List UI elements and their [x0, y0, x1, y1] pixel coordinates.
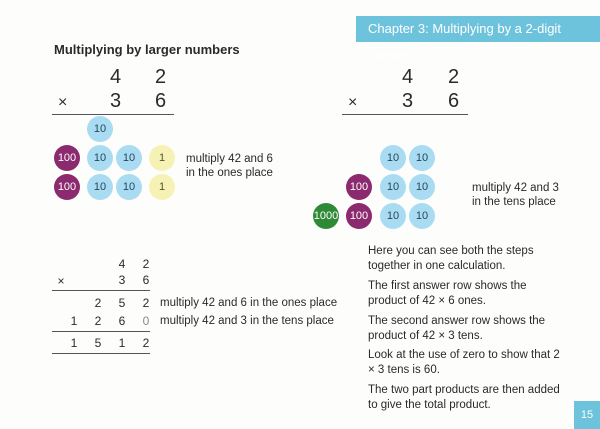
placeholder-zero: 0: [142, 314, 150, 328]
digit: 2: [94, 296, 102, 310]
left-note: [186, 152, 273, 180]
times-sign: ×: [58, 94, 68, 111]
note-line: in the ones place: [186, 167, 273, 179]
hundred-token: 100: [346, 174, 372, 200]
note-line: multiply 42 and 6: [186, 153, 273, 165]
divider: [52, 114, 174, 115]
hundred-token: 100: [54, 174, 80, 200]
hundred-token: 100: [54, 145, 80, 171]
digit: 2: [142, 296, 150, 310]
note-line: multiply 42 and 3: [472, 182, 559, 194]
digit: 1: [70, 314, 78, 328]
ten-token: 10: [380, 174, 406, 200]
section-title: Multiplying by larger numbers: [54, 42, 240, 57]
digit: 1: [118, 336, 126, 350]
note-line: in the tens place: [472, 196, 556, 208]
digit: 6: [118, 314, 126, 328]
digit: 2: [94, 314, 102, 328]
hundred-token: 100: [346, 203, 372, 229]
times-sign: ×: [57, 274, 65, 288]
ten-token: 10: [87, 145, 113, 171]
explanation-para: Look at the use of zero to show that 2 × 3 tens is 60.: [368, 349, 560, 376]
ten-token: 10: [380, 203, 406, 229]
digit: 6: [155, 90, 167, 112]
chapter-header: Chapter 3: Multiplying by a 2-digit number: [356, 16, 600, 42]
row-label: multiply 42 and 6 in the ones place: [160, 297, 338, 309]
divider: [342, 114, 468, 115]
page-number: 15: [574, 401, 600, 429]
ten-token: 10: [380, 145, 406, 171]
digit: 2: [155, 66, 167, 88]
ten-token: 10: [87, 174, 113, 200]
digit: 5: [118, 296, 126, 310]
explanation-para: The first answer row shows the product of 42 × 6 ones.: [368, 280, 527, 307]
digit: 3: [402, 90, 414, 112]
divider: [52, 290, 150, 291]
digit: 1: [70, 336, 78, 350]
thousand-token: 1000: [313, 203, 339, 229]
digit: 5: [94, 336, 102, 350]
digit: 3: [118, 273, 126, 287]
divider: [52, 331, 150, 332]
right-note: [472, 181, 559, 209]
digit: 2: [448, 66, 460, 88]
ten-token: 10: [116, 174, 142, 200]
ten-token: 10: [116, 145, 142, 171]
digit: 4: [402, 66, 414, 88]
digit: 6: [142, 273, 150, 287]
ten-token: 10: [87, 116, 113, 142]
divider: [52, 353, 150, 354]
ten-token: 10: [409, 174, 435, 200]
digit: 4: [118, 257, 126, 271]
times-sign: ×: [348, 94, 358, 111]
explanation-para: Here you can see both the steps together in one calculation.: [368, 245, 534, 272]
row-label: multiply 42 and 3 in the tens place: [160, 315, 334, 327]
one-token: 1: [149, 145, 175, 171]
ten-token: 10: [409, 145, 435, 171]
explanation-para: The two part products are then added to give the total product.: [368, 384, 560, 411]
digit: 4: [110, 66, 122, 88]
digit: 3: [110, 90, 122, 112]
digit: 2: [142, 336, 150, 350]
one-token: 1: [149, 174, 175, 200]
explanation-para: The second answer row shows the product of 42 × 3 tens.: [368, 315, 546, 342]
digit: 2: [142, 257, 150, 271]
ten-token: 10: [409, 203, 435, 229]
digit: 6: [448, 90, 460, 112]
